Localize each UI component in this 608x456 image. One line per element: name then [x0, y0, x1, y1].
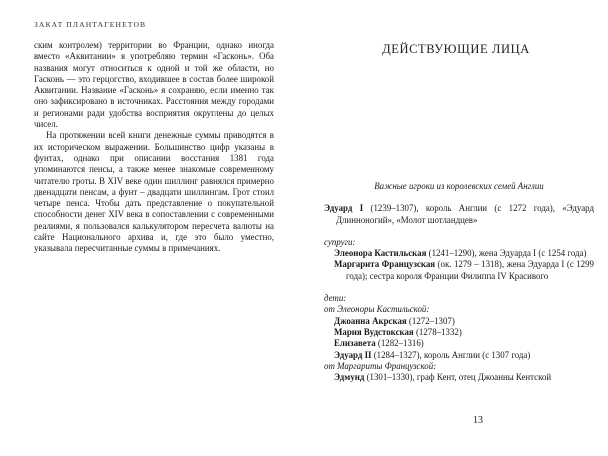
- from-eleanor-label: от Элеоноры Кастильской:: [324, 304, 430, 315]
- spouses-label: супруги:: [324, 236, 356, 247]
- entry-desc: (1278–1332): [413, 326, 462, 337]
- entry-child: [324, 372, 594, 383]
- entry-name: Елизавета: [334, 338, 376, 349]
- entry-child: [324, 338, 594, 349]
- entry-child: [324, 350, 594, 361]
- entry-desc: (1272–1307): [406, 315, 455, 326]
- entry-name: Элеонора Кастильская: [334, 248, 427, 259]
- entry-desc: (1284–1327), король Англии (с 1307 года): [371, 349, 531, 360]
- running-head: ЗАКАТ ПЛАНТАГЕНЕТОВ: [34, 20, 147, 29]
- entry-name: Мария Вудстокская: [334, 326, 414, 337]
- entry-name: Эдуард I: [324, 203, 364, 214]
- entry-desc: (1282–1316): [375, 338, 424, 349]
- entry-desc: (1239–1307), король Англии (с 1272 года), «Эдуард Длинноногий», «Молот шотландцев»: [336, 203, 594, 225]
- right-page: [304, 0, 608, 456]
- entry-desc: (1301–1330), граф Кент, отец Джоанны Кентской: [364, 372, 552, 383]
- entry-spouse: [324, 248, 594, 259]
- paragraph: ским контролем) территории во Франции, однако иногда вместо «Аквитании» я употребляю термин «Гасконь». Оба названия могут относиться к одной и той же области, но Гасконь — это герцогство, входившее в состав более широкой Аквитании. Название «Гасконь» я сохраняю, если именно так оно зафиксировано в источниках. Расстояния между городами и регионами ради удобства восприятия округлены до целых чисел.: [34, 40, 274, 130]
- entry-name: Эдмунд: [334, 372, 365, 383]
- entry-name: Джоанна Акрская: [334, 315, 407, 326]
- entry-child: [324, 327, 594, 338]
- entry-name: Маргарита Французская: [334, 259, 436, 270]
- entry-name: Эдуард II: [334, 349, 372, 360]
- entry-edward-i: [324, 203, 594, 226]
- section-title: ДЕЙСТВУЮЩИЕ ЛИЦА: [382, 42, 530, 56]
- from-margaret-label: от Маргариты Французской:: [324, 360, 437, 371]
- entry-desc: (1241–1290), жена Эдуарда I (с 1254 года): [426, 248, 587, 259]
- children-label: дети:: [324, 293, 347, 304]
- right-page-body: [324, 181, 594, 383]
- entry-desc: (ок. 1279 – 1318), жена Эдуарда I (с 1299 года); сестра короля Франции Филиппа IV Красивого: [346, 259, 594, 281]
- left-page-body: [34, 40, 274, 255]
- page-number-row: [304, 415, 608, 426]
- subtitle: Важные игроки из королевских семей Англии: [374, 181, 544, 191]
- paragraph: На протяжении всей книги денежные суммы приводятся в их историческом выражении. Большинство цифр указаны в фунтах, однако при описании восстания 1381 года упоминаются пенсы, а также менее знакомые современному читателю гроты. В XIV веке один шиллинг равнялся примерно двенадцати пенсам, а фунт – двадцати шиллингам. Грот стоил четыре пенса. Чтобы дать представление о покупательной способности денег XIV века в сопоставлении с современными реалиями, я пользовался калькулятором пересчета валюты на сайте Национального архива и, где это было уместно, указывала пересчитанные суммы в примечаниях.: [34, 130, 274, 254]
- entry-child: [324, 316, 594, 327]
- page-number: 13: [473, 415, 483, 426]
- entry-spouse: [324, 259, 594, 282]
